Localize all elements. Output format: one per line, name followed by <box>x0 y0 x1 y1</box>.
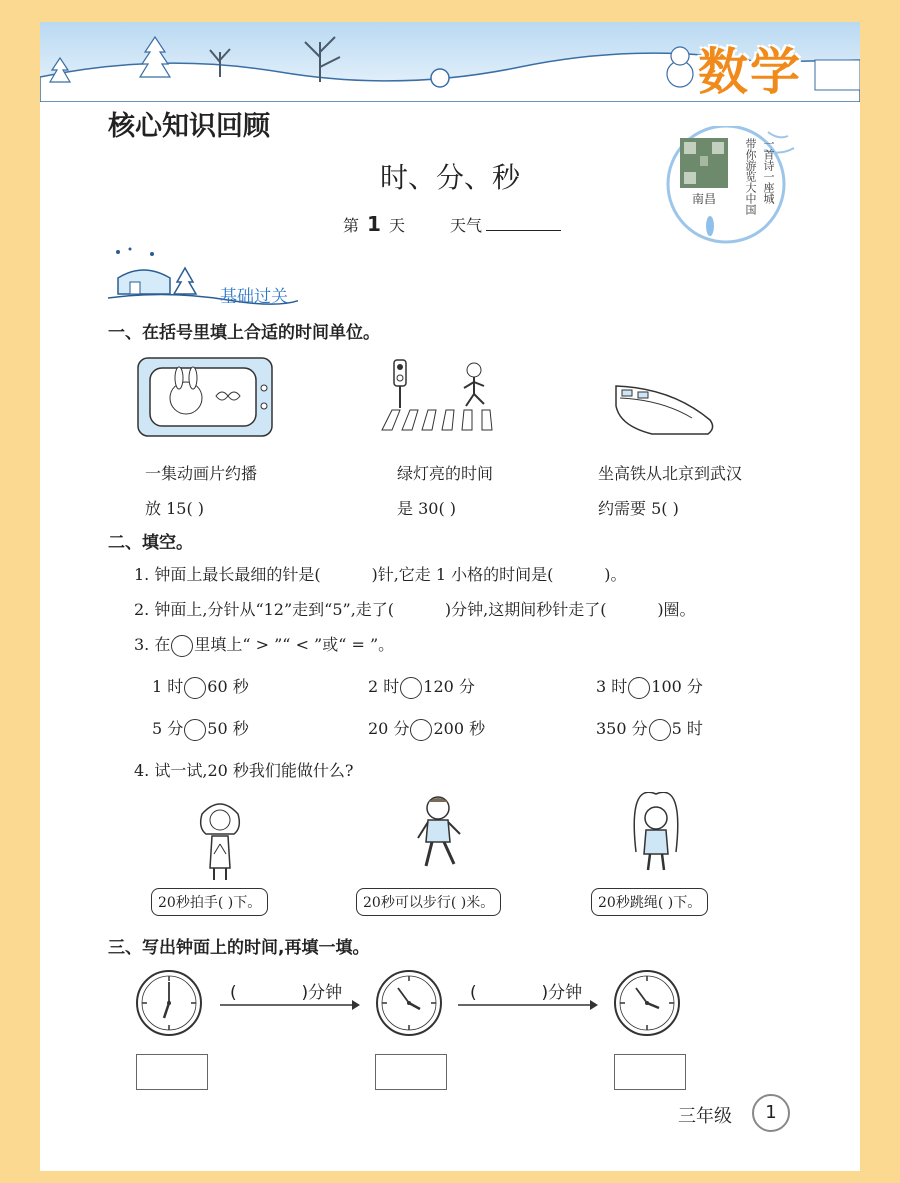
compare-item-5 <box>368 716 485 741</box>
sec1-item-1-answer[interactable]: 放 15( ) <box>145 499 205 518</box>
jump-rope-child-image <box>628 792 684 876</box>
time-answer-box-3[interactable] <box>614 1054 686 1090</box>
traffic-light-crossing-image <box>378 356 513 436</box>
clock-1-icon <box>134 968 204 1038</box>
compare-right: 5 时 <box>671 719 703 738</box>
sec1-item-3 <box>598 456 742 526</box>
sec2-q2[interactable]: 2. 钟面上,分针从“12”走到“5”,走了( )分钟,这期间秒针走了( )圈。 <box>134 600 696 619</box>
sec1-item-3-line1: 坐高铁从北京到武汉 <box>598 464 743 483</box>
sec1-item-3-answer[interactable]: 约需要 5( ) <box>598 499 679 518</box>
sec1-item-2 <box>397 456 493 526</box>
weather-label: 天气 <box>450 216 483 235</box>
qr-decoration-icon <box>660 126 800 256</box>
sec2-heading: 二、填空。 <box>108 533 193 553</box>
day-number: 1 <box>367 212 381 236</box>
sec2-q1[interactable]: 1. 钟面上最长最细的针是( )针,它走 1 小格的时间是( )。 <box>134 565 627 584</box>
time-answer-box-2[interactable] <box>375 1054 447 1090</box>
compare-left: 2 时 <box>368 677 400 696</box>
qr-code-card[interactable] <box>660 126 800 256</box>
day-weather-line <box>343 212 561 236</box>
basic-section-title: 基础过关 <box>220 287 288 307</box>
compare-left: 350 分 <box>596 719 648 738</box>
sec2-q3-prefix: 3. 在 <box>134 635 171 654</box>
page-number: 1 <box>752 1094 790 1132</box>
day-suffix: 天 <box>388 216 405 235</box>
compare-circle-icon <box>171 635 193 657</box>
clapping-child-image <box>190 798 250 880</box>
clock-2-icon <box>374 968 444 1038</box>
time-answer-box-1[interactable] <box>136 1054 208 1090</box>
compare-blank-circle[interactable] <box>184 677 206 699</box>
qr-caption-2: 带你游览大中国 <box>744 138 757 215</box>
sec3-heading: 三、写出钟面上的时间,再填一填。 <box>108 938 370 958</box>
compare-right: 120 分 <box>423 677 475 696</box>
compare-blank-circle[interactable] <box>400 677 422 699</box>
answer-bubble-clap[interactable]: 20秒拍手( )下。 <box>151 888 268 916</box>
qr-caption-1: 一首诗一座城 <box>762 138 775 204</box>
high-speed-train-image <box>612 376 722 442</box>
compare-blank-circle[interactable] <box>410 719 432 741</box>
qr-city: 南昌 <box>692 192 717 206</box>
day-prefix: 第 <box>343 216 360 235</box>
compare-right: 200 秒 <box>433 719 486 738</box>
compare-blank-circle[interactable] <box>649 719 671 741</box>
sec1-item-1-line1: 一集动画片约播 <box>145 464 258 483</box>
compare-right: 60 秒 <box>207 677 249 696</box>
compare-right: 50 秒 <box>207 719 249 738</box>
answer-bubble-jumprope[interactable]: 20秒跳绳( )下。 <box>591 888 708 916</box>
sec1-heading: 一、在括号里填上合适的时间单位。 <box>108 323 380 343</box>
arrow-right-icon <box>458 998 598 1012</box>
sec2-q4: 4. 试一试,20 秒我们能做什么? <box>134 761 354 780</box>
sec2-q3 <box>134 632 394 657</box>
compare-item-6 <box>596 716 703 741</box>
compare-blank-circle[interactable] <box>628 677 650 699</box>
walking-child-image <box>412 794 468 874</box>
arrow-label-2[interactable]: ( )分钟 <box>470 983 583 1003</box>
compare-left: 3 时 <box>596 677 628 696</box>
sec2-q3-suffix: 里填上“ > ”“ < ”或“ = ”。 <box>194 635 395 654</box>
sec1-item-2-answer[interactable]: 是 30( ) <box>397 499 457 518</box>
compare-blank-circle[interactable] <box>184 719 206 741</box>
compare-left: 20 分 <box>368 719 410 738</box>
answer-bubble-walk[interactable]: 20秒可以步行( )米。 <box>356 888 501 916</box>
section-heading: 核心知识回顾 <box>108 111 270 142</box>
subject-title: 数学 <box>698 43 802 101</box>
grade-label: 三年级 <box>678 1106 732 1127</box>
compare-item-3 <box>596 674 703 699</box>
arrow-right-icon <box>220 998 360 1012</box>
compare-item-1 <box>152 674 249 699</box>
compare-item-4 <box>152 716 249 741</box>
tablet-cartoon-image <box>136 356 274 438</box>
compare-right: 100 分 <box>651 677 703 696</box>
worksheet-page <box>40 22 860 1171</box>
compare-left: 5 分 <box>152 719 184 738</box>
arrow-label-1[interactable]: ( )分钟 <box>230 983 343 1003</box>
sec1-item-1 <box>145 456 257 526</box>
sec1-item-2-line1: 绿灯亮的时间 <box>397 464 494 483</box>
weather-blank[interactable] <box>486 216 561 231</box>
lesson-title: 时、分、秒 <box>380 161 521 194</box>
clock-3-icon <box>612 968 682 1038</box>
compare-left: 1 时 <box>152 677 184 696</box>
compare-item-2 <box>368 674 475 699</box>
